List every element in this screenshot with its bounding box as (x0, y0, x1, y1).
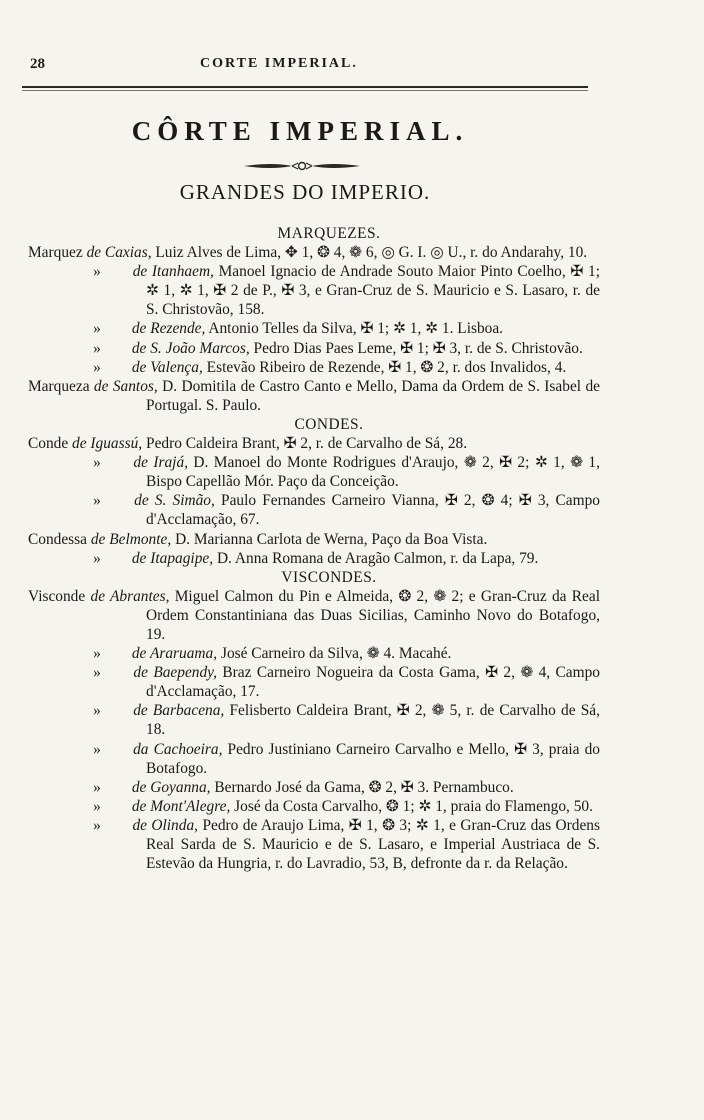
entry-title: de S. Simão, (134, 492, 215, 510)
entry (28, 797, 600, 816)
entry-title: de Baependy, (133, 664, 217, 682)
entry-title: de Santos, (93, 377, 158, 395)
section-title: GRANDES DO IMPERIO. (179, 180, 431, 204)
running-title: CORTE IMPERIAL. (200, 56, 358, 71)
entry-rank: » (93, 263, 101, 281)
group-heading: MARQUEZES. (277, 225, 381, 242)
entry-title: da Cachoeira, (133, 740, 223, 758)
page-title: CÔRTE IMPERIAL. (131, 116, 469, 146)
entry-text: Pedro Dias Paes Leme, ✠ 1; ✠ 3, r. de S. Christovão. (253, 339, 583, 357)
entry-text: Miguel Calmon du Pin e Almeida, ❂ 2, ❁ 2; e Gran-Cruz da Real Ordem Constantiniana das Duas Sicilias, Caminho Novo do Botafogo, 19. (146, 587, 600, 643)
entry (28, 663, 600, 701)
entry-title: de Araruama, (131, 645, 218, 663)
entry-rank: » (93, 492, 101, 510)
entry (28, 740, 600, 778)
entry-text: D. Manoel do Monte Rodrigues d'Araujo, ❁ 2, ✠ 2; ✲ 1, ❁ 1, Bispo Capellão Mór. Paço da Conceição. (146, 454, 600, 491)
entry-rank: » (93, 816, 101, 834)
entry-text: D. Marianna Carlota de Werna, Paço da Boa Vista. (175, 530, 488, 548)
entry-text: Bernardo José da Gama, ❂ 2, ✠ 3. Pernambuco. (214, 778, 514, 796)
entry-text: D. Anna Romana de Aragão Calmon, r. da Lapa, 79. (216, 549, 539, 567)
entry (28, 549, 600, 568)
entry-text: Paulo Fernandes Carneiro Vianna, ✠ 2, ❂ 4; ✠ 3, Campo d'Acclamação, 67. (146, 492, 600, 529)
entry-rank: » (93, 645, 101, 663)
entry-title: de Valença, (131, 358, 203, 376)
ornamental-rule-icon (242, 160, 362, 172)
entry (28, 530, 600, 549)
text-body (28, 224, 600, 873)
entry-rank: » (93, 778, 101, 796)
entry-rank: » (93, 358, 101, 376)
entry (28, 377, 600, 415)
entry-text: D. Domitila de Castro Canto e Mello, Dama da Ordem de S. Isabel de Portugal. S. Paulo. (146, 377, 600, 414)
entry-text: Felisberto Caldeira Brant, ✠ 2, ❁ 5, r. de Carvalho de Sá, 18. (146, 702, 600, 739)
entry-title: de Abrantes, (90, 587, 170, 605)
group-heading: VISCONDES. (281, 568, 377, 586)
entry-rank: Condessa (28, 530, 87, 548)
entry-text: Manoel Ignacio de Andrade Souto Maior Pinto Coelho, ✠ 1; ✲ 1, ✲ 1, ✠ 2 de P., ✠ 3, e Gran-Cruz de S. Mauricio e S. Lasaro, r. de S. Christovão, 158. (146, 263, 600, 319)
entry-rank: » (93, 320, 101, 338)
entry-rank: » (93, 797, 101, 815)
entry (28, 701, 600, 739)
entry-text: Pedro Caldeira Brant, ✠ 2, r. de Carvalho de Sá, 28. (146, 435, 468, 453)
entry-title: de Irajá, (133, 454, 188, 472)
entry (28, 644, 600, 663)
entry (28, 778, 600, 797)
entry-rank: » (93, 454, 101, 472)
entry-text: Braz Carneiro Nogueira da Costa Gama, ✠ 2, ❁ 4, Campo d'Acclamação, 17. (146, 664, 600, 701)
entry-rank: » (93, 339, 101, 357)
entry-title: de Barbacena, (133, 702, 225, 720)
entry-title: de Olinda, (132, 816, 198, 834)
running-head (30, 56, 590, 78)
entry-text: Estevão Ribeiro de Rezende, ✠ 1, ❂ 2, r. dos Invalidos, 4. (206, 358, 567, 376)
entry-title: de Itapagipe, (131, 549, 214, 567)
header-rule (22, 86, 588, 88)
entry-title: de Itanhaem, (132, 263, 214, 281)
entry-title: de Rezende, (131, 320, 206, 338)
entry-text: José da Costa Carvalho, ❂ 1; ✲ 1, praia do Flamengo, 50. (234, 797, 593, 815)
entry (28, 339, 600, 358)
entry (28, 587, 600, 644)
entry (28, 453, 600, 491)
entry-title: de Caxias, (86, 244, 152, 262)
entry-rank: » (93, 702, 101, 720)
entry-text: José Carneiro da Silva, ❁ 4. Macahé. (220, 645, 452, 663)
entry-title: de Belmonte, (90, 530, 172, 548)
entry-text: Luiz Alves de Lima, ✥ 1, ❂ 4, ❁ 6, ◎ G. I. ◎ U., r. do Andarahy, 10. (155, 244, 588, 262)
entry (28, 358, 600, 377)
entry (28, 434, 600, 453)
entry-title: de Iguassú, (72, 435, 143, 453)
entry-rank: » (93, 664, 101, 682)
entry-rank: » (93, 549, 101, 567)
entry-rank: Visconde (28, 587, 86, 605)
entry-rank: Conde (28, 435, 69, 453)
entry-text: Pedro Justiniano Carneiro Carvalho e Mello, ✠ 3, praia do Botafogo. (146, 740, 601, 777)
entry-rank: » (93, 740, 101, 758)
entry-text: Antonio Telles da Silva, ✠ 1; ✲ 1, ✲ 1. Lisboa. (208, 320, 504, 338)
group-heading: CONDES. (294, 415, 364, 433)
entry-title: de S. João Marcos, (131, 339, 250, 357)
entry-title: de Mont'Alegre, (131, 797, 231, 815)
header-rule-thin (22, 90, 588, 91)
entry (28, 491, 600, 529)
entry-text: Pedro de Araujo Lima, ✠ 1, ❂ 3; ✲ 1, e Gran-Cruz das Ordens Real Sarda de S. Mauricio e de S. Lasaro, e Imperial Austriaca de S. Estevão da Hungria, r. do Lavradio, 53, B, defronte da r. da Relação. (146, 816, 600, 873)
entry-title: de Goyanna, (131, 778, 211, 796)
page-number: 28 (30, 56, 45, 72)
entry-rank: Marqueza (28, 377, 90, 395)
entry (28, 319, 600, 338)
entry (28, 816, 600, 873)
entry-rank: Marquez (28, 244, 83, 262)
entry (28, 243, 600, 262)
entry (28, 262, 600, 319)
